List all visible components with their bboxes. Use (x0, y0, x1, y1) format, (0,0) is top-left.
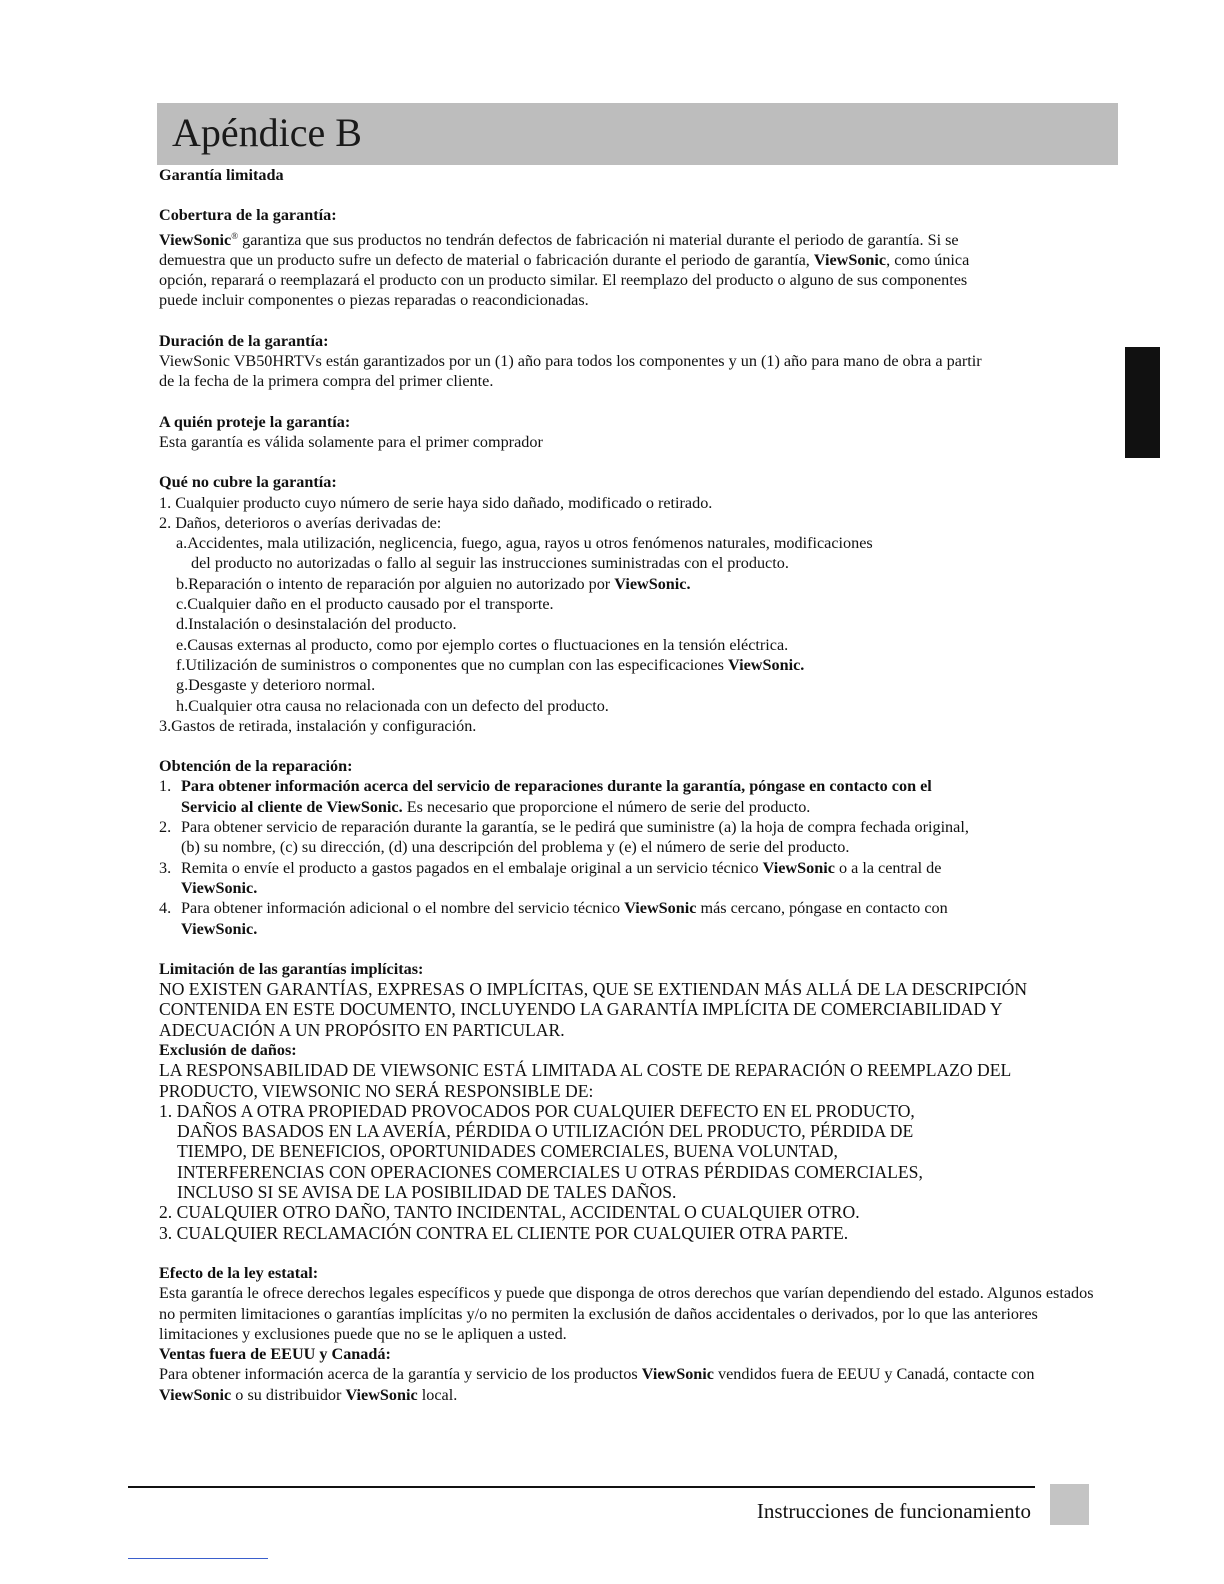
warranty-content (159, 165, 1109, 1405)
section-not-covered (159, 472, 1109, 736)
section-title: Exclusión de daños: (159, 1040, 297, 1059)
paragraph: Esta garantía le ofrece derechos legales específicos y puede que disponga de otros derechos que varían dependiendo del estado. Algunos estados no permiten limitaciones o garantías implícitas y/o no permiten la exclusión de daños accidentales o derivados, por lo que las anteriores limitaciones y exclusiones puede que no se le apliquen a usted. (159, 1284, 1094, 1343)
list-item: 2. Daños, deterioros o averías derivadas de: (159, 513, 442, 532)
list-item: 3.Gastos de retirada, instalación y configuración. (159, 716, 477, 735)
section-title-limited-warranty: Garantía limitada (159, 166, 284, 184)
language-side-tab (1125, 347, 1160, 458)
section-sales-outside (159, 1344, 1079, 1405)
paragraph: LA RESPONSABILIDAD DE VIEWSONIC ESTÁ LIMITADA AL COSTE DE REPARACIÓN O REEMPLAZO DEL PRODUCTO, VIEWSONIC NO SERÁ RESPONSIBLE DE: (159, 1060, 1011, 1101)
paragraph: demuestra que un producto sufre un defecto de material o fabricación durante el periodo de garantía, ViewSonic, como única (159, 250, 970, 269)
list-item: d.Instalación o desinstalación del producto. (176, 615, 457, 634)
list-item: a.Accidentes, mala utilización, neglicencia, fuego, agua, rayos u otros fenómenos naturales, modificaciones (176, 534, 873, 553)
section-implied-limitation (159, 959, 1074, 1040)
list-item-continued: del producto no autorizadas o fallo al seguir las instrucciones suministradas con el producto. (191, 554, 789, 573)
list-item: 2. Para obtener servicio de reparación durante la garantía, se le pedirá que suministre (a) la hoja de compra fechada original, (b) su nombre, (c) su dirección, (d) una descripción del problema y (e) el número de serie del producto. (159, 818, 969, 857)
section-title: Obtención de la reparación: (159, 757, 353, 776)
list-item: e.Causas externas al producto, como por ejemplo cortes o fluctuaciones en la tensión eléctrica. (176, 635, 789, 654)
list-item: g.Desgaste y deterioro normal. (176, 676, 376, 695)
list-item: 1. Cualquier producto cuyo número de serie haya sido dañado, modificado o retirado. (159, 493, 713, 512)
section-title: Cobertura de la garantía: (159, 206, 337, 225)
paragraph: Para obtener información acerca de la garantía y servicio de los productos ViewSonic vendidos fuera de EEUU y Canadá, contacte con ViewSonic o su distribuidor ViewSonic local. (159, 1365, 1035, 1404)
paragraph: Esta garantía es válida solamente para el primer comprador (159, 432, 543, 451)
list-item: b.Reparación o intento de reparación por alguien no autorizado por ViewSonic. (176, 574, 691, 593)
paragraph: de la fecha de la primera compra del primer cliente. (159, 372, 494, 391)
section-title: Limitación de las garantías implícitas: (159, 959, 424, 978)
appendix-header (157, 103, 1118, 165)
section-who-protected (159, 412, 1109, 453)
section-title: Ventas fuera de EEUU y Canadá: (159, 1345, 391, 1364)
registered-mark: ® (231, 230, 239, 241)
section-title: Efecto de la ley estatal: (159, 1263, 319, 1282)
list-item: 3. Remita o envíe el producto a gastos pagados en el embalaje original a un servicio técnico ViewSonic o a la central de ViewSonic. (159, 858, 942, 897)
paragraph: puede incluir componentes o piezas reparadas o reacondicionadas. (159, 291, 589, 310)
page-number-box (1050, 1484, 1089, 1525)
footer-divider (128, 1486, 1035, 1488)
page-title: Apéndice B (172, 110, 362, 155)
bottom-rule (128, 1558, 268, 1559)
list-item: 3. CUALQUIER RECLAMACIÓN CONTRA EL CLIENTE POR CUALQUIER OTRA PARTE. (159, 1222, 849, 1243)
section-title: A quién proteje la garantía: (159, 412, 351, 431)
section-title: Duración de la garantía: (159, 331, 329, 350)
list-item: 1. Para obtener información acerca del servicio de reparaciones durante la garantía, póngase en contacto con el Servicio al cliente de ViewSonic. Es necesario que proporcione el número de serie del producto. (159, 777, 932, 816)
paragraph: ViewSonic® garantiza que sus productos no tendrán defectos de fabricación ni material durante el periodo de garantía. Si se (159, 230, 959, 249)
list-item: 1. DAÑOS A OTRA PROPIEDAD PROVOCADOS POR CUALQUIER DEFECTO EN EL PRODUCTO, DAÑOS BASADOS EN LA AVERÍA, PÉRDIDA O UTILIZACIÓN DEL PRODUCTO, PÉRDIDA DE TIEMPO, DE BENEFICIOS, OPORTUNIDADES COMERCIALES, BUENA VOLUNTAD, INTERFERENCIAS CON OPERACIONES COMERCIALES U OTRAS PÉRDIDAS COMERCIALES, INCLUSO SI SE AVISA DE LA POSIBILIDAD DE TALES DAÑOS. (159, 1100, 923, 1203)
footer-title: Instrucciones de funcionamiento (756, 1499, 1031, 1523)
list-item: 2. CUALQUIER OTRO DAÑO, TANTO INCIDENTAL, ACCIDENTAL O CUALQUIER OTRO. (159, 1202, 860, 1223)
sub-list (159, 533, 1109, 716)
section-title: Qué no cubre la garantía: (159, 473, 337, 492)
section-obtaining-repair (159, 756, 989, 939)
list-item: 4. Para obtener información adicional o el nombre del servicio técnico ViewSonic más cercano, póngase en contacto con ViewSonic. (159, 899, 948, 938)
section-duration (159, 331, 1109, 392)
list-item: h.Cualquier otra causa no relacionada con un defecto del producto. (176, 696, 609, 715)
list-item: f.Utilización de suministros o componentes que no cumplan con las especificaciones ViewSonic. (176, 655, 805, 674)
section-damages-exclusion (159, 1040, 1059, 1243)
section-coverage (159, 205, 1109, 310)
paragraph: NO EXISTEN GARANTÍAS, EXPRESAS O IMPLÍCITAS, QUE SE EXTIENDAN MÁS ALLÁ DE LA DESCRIPCIÓN CONTENIDA EN ESTE DOCUMENTO, INCLUYENDO LA GARANTÍA IMPLÍCITA DE COMERCIABILIDAD Y ADECUACIÓN A UN PROPÓSITO EN PARTICULAR. (159, 979, 1028, 1040)
section-state-law (159, 1263, 1109, 1344)
paragraph: ViewSonic VB50HRTVs están garantizados por un (1) año para todos los componentes y un (1) año para mano de obra a partir (159, 352, 982, 371)
list-item: c.Cualquier daño en el producto causado por el transporte. (176, 595, 554, 614)
paragraph: opción, reparará o reemplazará el producto con un producto similar. El reemplazo del producto o alguno de sus componentes (159, 271, 968, 290)
